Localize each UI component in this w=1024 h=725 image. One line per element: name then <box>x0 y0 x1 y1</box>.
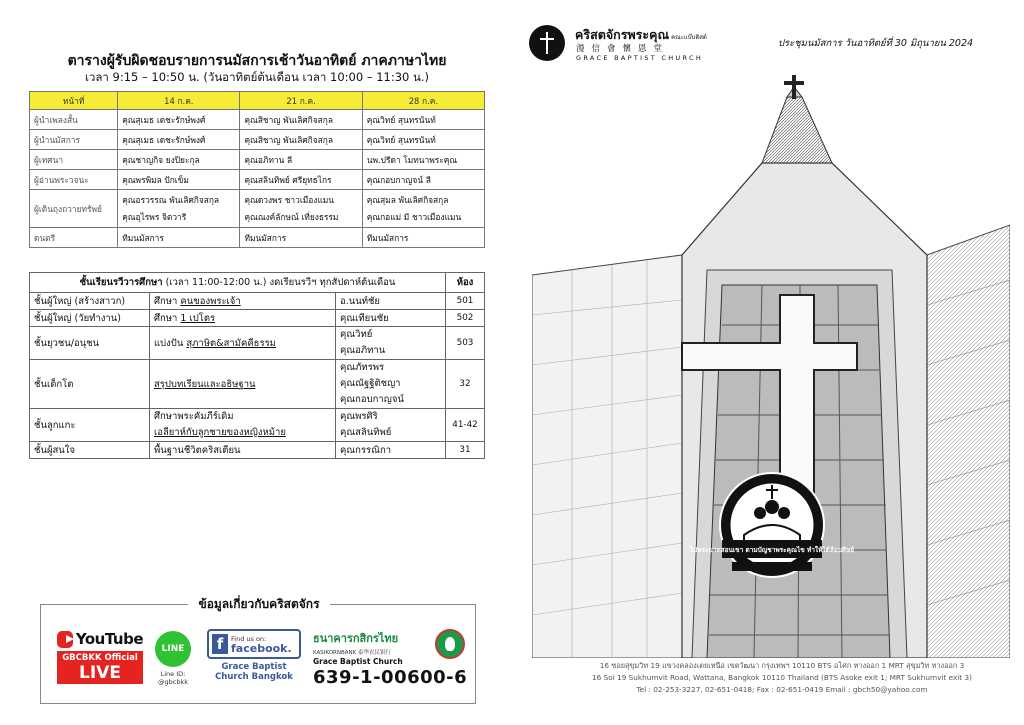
table-row <box>30 442 485 459</box>
class-topic: สรุปบทเรียนและอธิษฐาน <box>150 360 336 409</box>
table-row <box>30 110 485 130</box>
duty-name: คุณอรวรรณ พันเลิศกิจสกุล <box>122 194 220 205</box>
table-row <box>30 130 485 150</box>
church-name-en: GRACE BAPTIST CHURCH <box>576 54 704 62</box>
duty-role: ดนตรี <box>30 228 118 248</box>
facebook-find-us: Find us on: <box>231 635 267 643</box>
facebook-wordmark: facebook. <box>231 642 292 655</box>
duty-cell: คุณสิชาญ พันเลิศกิจสกุล <box>240 130 362 150</box>
youtube-channel: GBCBKK Official <box>62 653 138 663</box>
class-name: ชั้นผู้สนใจ <box>30 442 150 459</box>
duty-cell: ทีมนมัสการ <box>240 228 362 248</box>
class-teacher: คุณเทียนชัย <box>336 310 446 327</box>
class-room: 502 <box>446 310 485 327</box>
right-page <box>512 0 1024 725</box>
church-name-zh: 漫信會懷恩堂 <box>576 44 670 54</box>
class-name: ชั้นผู้ใหญ่ (วัยทำงาน) <box>30 310 150 327</box>
youtube-block[interactable] <box>57 630 143 684</box>
duty-cell: คุณสลินทิพย์ ศรียุทธไกร <box>240 170 362 190</box>
bank-name-en: KASIKORNBANK 泰华农民银行 <box>313 650 391 656</box>
line-block[interactable] <box>154 631 192 686</box>
class-topic: ศึกษาพระคัมภีร์เดิม เอลียาห์กับลูกชายของหญิงหม้าย <box>150 409 336 442</box>
schedule-subtitle: เวลา 9:15 – 10:50 น. (วันอาทิตย์ต้นเดือน เวลา 10:00 – 11:30 น.) <box>84 70 430 84</box>
class-name: ชั้นผู้ใหญ่ (สร้างสาวก) <box>30 293 150 310</box>
service-date: ประชุมนมัสการ วันอาทิตย์ที่ 30 มิถุนายน 2024 <box>778 38 974 49</box>
duty-role: ผู้นำนมัสการ <box>30 130 118 150</box>
class-room: 41-42 <box>446 409 485 442</box>
duty-header-date: 14 ก.ค. <box>118 92 240 110</box>
duty-header-date: 21 ก.ค. <box>240 92 362 110</box>
duty-name: คุณสุมล พันเลิศกิจสกุล <box>366 194 449 205</box>
bank-name: ธนาคารกสิกรไทย <box>313 632 399 645</box>
line-id: Line ID: @gbcbkk <box>158 670 188 686</box>
table-row <box>30 409 485 442</box>
church-info-box <box>40 597 476 704</box>
duty-cell: นพ.ปรีดา โมทนาพระคุณ <box>362 150 484 170</box>
church-cross-logo-icon <box>529 25 565 61</box>
duty-cell <box>362 190 484 228</box>
class-room: 501 <box>446 293 485 310</box>
duty-header-role: หน้าที่ <box>30 92 118 110</box>
class-topic: ศึกษา คนของพระเจ้า <box>150 293 336 310</box>
class-name: ชั้นยุวชน/อนุชน <box>30 327 150 360</box>
youtube-live-badge <box>57 651 143 684</box>
duty-header-date: 28 ก.ค. <box>362 92 484 110</box>
class-header-row <box>30 273 485 293</box>
class-teacher: คุณพรศิริ คุณสลินทิพย์ <box>336 409 446 442</box>
duty-cell: คุณสุเมธ เดชะรักษ์พงศ์ <box>118 130 240 150</box>
facebook-block[interactable] <box>207 629 301 682</box>
table-row <box>30 293 485 310</box>
class-room-header: ห้อง <box>446 273 485 293</box>
youtube-icon <box>57 631 73 648</box>
duty-name: คุณณงค์ลักษณ์ เที่ยงธรรม <box>244 211 339 222</box>
duty-role: ผู้นำเพลงสั้น <box>30 110 118 130</box>
duty-name: คุณกอแม่ มี ชาวเมืองแมน <box>366 211 462 222</box>
duty-cell: คุณพรพิมล ปักเข็ม <box>118 170 240 190</box>
facebook-badge <box>207 629 301 659</box>
duty-cell <box>118 190 240 228</box>
class-header <box>30 273 446 293</box>
duty-name: คุณอุไรพร จิตวารี <box>122 211 187 222</box>
duty-table <box>29 91 485 248</box>
church-name-th: คริสตจักรพระคุณ คณะแบ๊บติสต์ <box>575 27 707 42</box>
emblem-text: ไปพระบาทสอนเขา ตามบัญชาพระคุณไข ทำให้ได้ล้อบศิษย์ <box>689 546 855 554</box>
info-title: ข้อมูลเกี่ยวกับคริสตจักร <box>41 595 477 614</box>
class-name: ชั้นเด็กโต <box>30 360 150 409</box>
class-table <box>29 272 485 459</box>
address-th: 16 ซอยสุขุมวิท 19 แขวงคลองเตยเหนือ เขตวัฒนา กรุงเทพฯ 10110 BTS อโศก ทางออก 1 MRT สุขุมวิท ทางออก 3 <box>599 661 965 670</box>
duty-cell: ทีมนมัสการ <box>118 228 240 248</box>
facebook-icon: f <box>212 634 228 654</box>
class-header-rest: (เวลา 11:00-12:00 น.) งดเรียนรวีฯ ทุกสัปดาห์ต้นเดือน <box>162 277 396 288</box>
church-building-illustration <box>532 75 1010 658</box>
table-row <box>30 327 485 360</box>
schedule-title: ตารางผู้รับผิดชอบรายการนมัสการเช้าวันอาทิตย์ ภาคภาษาไทย <box>67 53 447 69</box>
class-header-bold: ชั้นเรียนรวีวารศึกษา <box>79 277 163 288</box>
duty-cell: คุณวิทย์ สุนทรนันท์ <box>362 110 484 130</box>
duty-cell: คุณกอบกาญจน์ ลี <box>362 170 484 190</box>
youtube-live: LIVE <box>79 663 121 683</box>
duty-cell <box>240 190 362 228</box>
duty-name: คุณดวงพร ชาวเมืองแมน <box>244 194 334 205</box>
table-row <box>30 150 485 170</box>
duty-cell: ทีมนมัสการ <box>362 228 484 248</box>
class-teacher: คุณวิทย์ คุณอภิทาน <box>336 327 446 360</box>
duty-cell: คุณชาญกิจ ยงปิยะกุล <box>118 150 240 170</box>
table-row <box>30 310 485 327</box>
class-teacher: คุณภัทรพร คุณณัฐฐิติชญา คุณกอบกาญจน์ <box>336 360 446 409</box>
duty-role: ผู้เดินถุงถวายทรัพย์ <box>30 190 118 228</box>
duty-cell: คุณสุเมธ เดชะรักษ์พงศ์ <box>118 110 240 130</box>
class-teacher: อ.นนท์ชัย <box>336 293 446 310</box>
address-en: 16 Soi 19 Sukhumvit Road, Wattana, Bangkok 10110 Thailand (BTS Asoke exit 1; MRT Sukhumvit exit 3) <box>592 673 972 682</box>
class-topic: ศึกษา 1 เปโตร <box>150 310 336 327</box>
duty-cell: คุณอภิทาน ลี <box>240 150 362 170</box>
bank-account-number: 639-1-00600-6 <box>313 667 468 688</box>
class-teacher: คุณกรรณิกา <box>336 442 446 459</box>
duty-header-row <box>30 92 485 110</box>
duty-cell: คุณวิทย์ สุนทรนันท์ <box>362 130 484 150</box>
youtube-wordmark: YouTube <box>75 630 143 648</box>
class-room: 31 <box>446 442 485 459</box>
contact-info: Tel : 02-253-3227, 02-651-0418; Fax : 02-651-0419 Email : gbch50@yahoo.com <box>636 685 928 694</box>
class-room: 503 <box>446 327 485 360</box>
duty-role: ผู้เทศนา <box>30 150 118 170</box>
class-topic: พื้นฐานชีวิตคริสเตียน <box>150 442 336 459</box>
table-row <box>30 360 485 409</box>
table-row <box>30 170 485 190</box>
class-topic: แบ่งปัน สุภาษิต&สามัคคีธรรม <box>150 327 336 360</box>
table-row <box>30 228 485 248</box>
church-address <box>552 660 1012 696</box>
class-room: 32 <box>446 360 485 409</box>
facebook-page-name: Grace Baptist Church Bangkok <box>215 662 293 682</box>
class-name: ชั้นลูกแกะ <box>30 409 150 442</box>
line-icon: LINE <box>155 631 191 667</box>
table-row <box>30 190 485 228</box>
duty-cell: คุณสิชาญ พันเลิศกิจสกุล <box>240 110 362 130</box>
bank-account-name: Grace Baptist Church <box>313 657 403 666</box>
duty-role: ผู้อ่านพระวจนะ <box>30 170 118 190</box>
bank-block <box>313 629 469 688</box>
kasikorn-logo-icon <box>435 629 465 659</box>
